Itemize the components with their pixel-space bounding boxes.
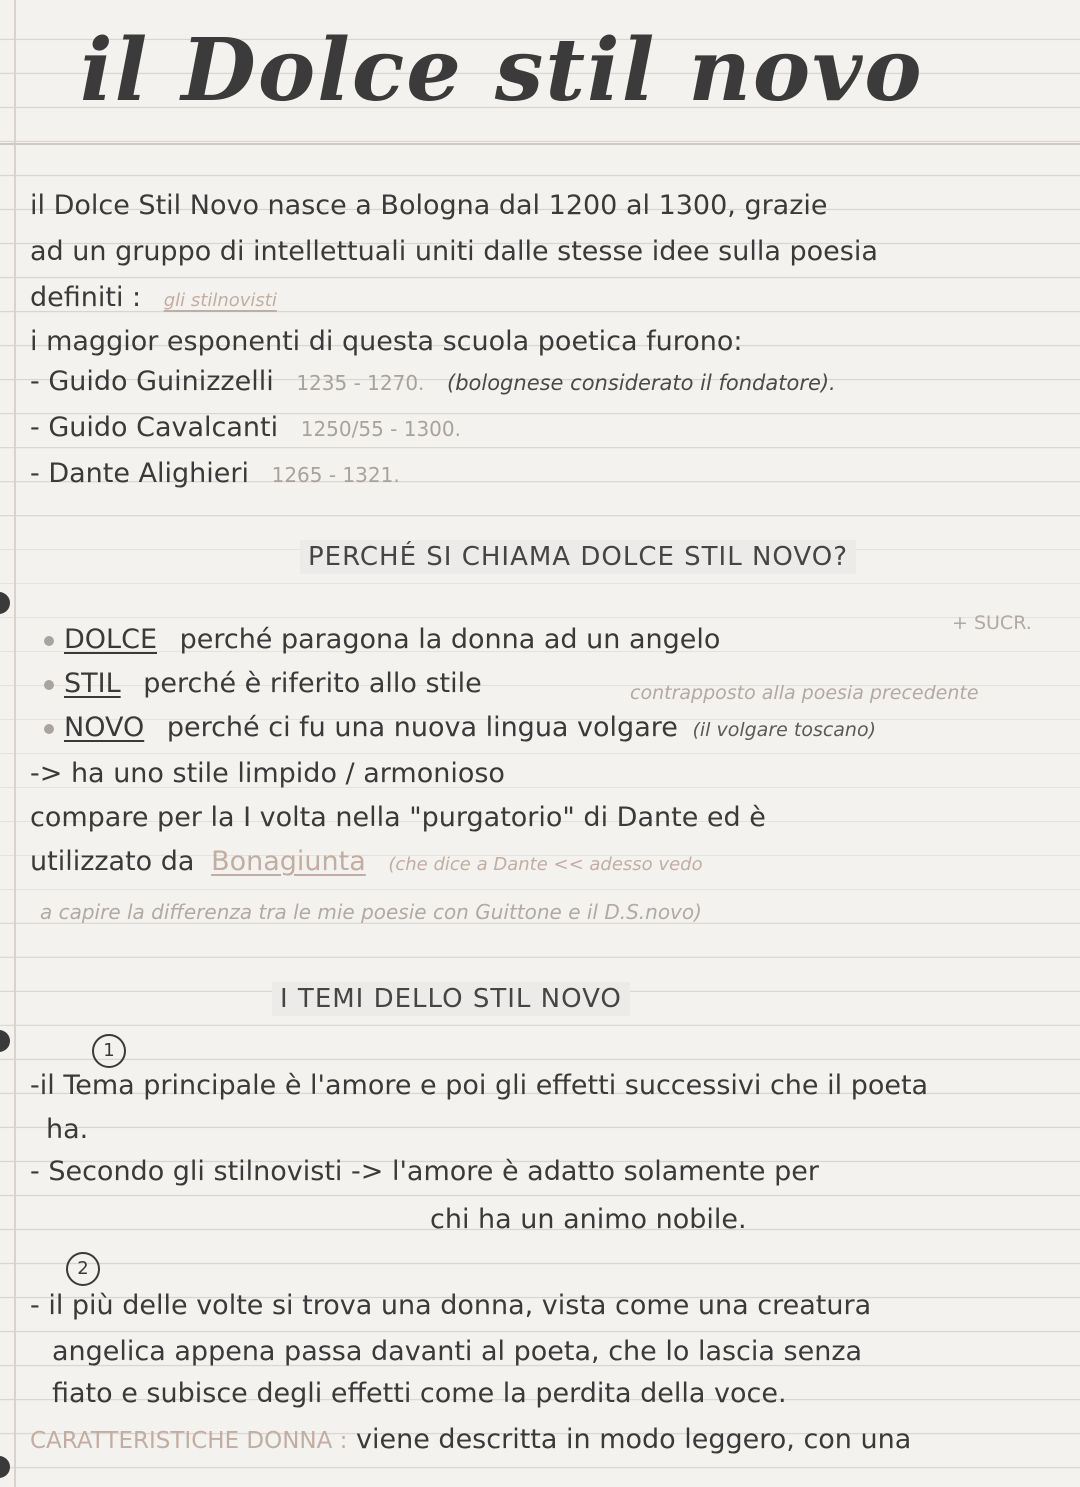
side-note: + SUCR. <box>952 612 1032 634</box>
poet-dates: 1250/55 - 1300. <box>300 417 461 441</box>
theme-line: - Secondo gli stilnovisti -> l'amore è adatto solamente per <box>30 1156 819 1187</box>
poet-name: - Dante Alighieri <box>30 458 249 489</box>
intro-note: gli stilnovisti <box>163 290 277 311</box>
definition-note: contrapposto alla poesia precedente <box>630 682 979 704</box>
theme-line: ha. <box>46 1114 89 1145</box>
poet-name: - Guido Cavalcanti <box>30 412 279 443</box>
intro-line-4: i maggior esponenti di questa scuola poetica furono: <box>30 326 743 357</box>
definition-item <box>44 668 482 699</box>
theme-number: 1 <box>92 1034 126 1068</box>
margin-line <box>14 0 16 1487</box>
definition-text: perché è riferito allo stile <box>143 668 482 699</box>
bonagiunta-note-continued: a capire la differenza tra le mie poesie con Guittone e il D.S.novo) <box>40 900 702 924</box>
theme-line: angelica appena passa davanti al poeta, che lo lascia senza <box>52 1336 863 1367</box>
intro-line-3 <box>30 282 277 313</box>
title-divider <box>0 143 1080 145</box>
definition-term: DOLCE <box>64 624 157 655</box>
purgatorio-line: compare per la I volta nella "purgatorio" di Dante ed è <box>30 802 766 833</box>
poet-name: - Guido Guinizzelli <box>30 366 274 397</box>
definition-term: NOVO <box>64 712 145 743</box>
bonagiunta-start: utilizzato da <box>30 846 195 877</box>
poet-row <box>30 458 400 489</box>
style-line: -> ha uno stile limpido / armonioso <box>30 758 505 789</box>
intro-line-2: ad un gruppo di intellettuali uniti dalle stesse idee sulla poesia <box>30 236 878 267</box>
bonagiunta-line <box>30 846 703 877</box>
definition-term: STIL <box>64 668 121 699</box>
definition-item <box>44 712 876 743</box>
theme-line: fiato e subisce degli effetti come la perdita della voce. <box>52 1378 787 1409</box>
binder-hole <box>0 1030 10 1052</box>
poet-dates: 1265 - 1321. <box>271 463 400 487</box>
bullet-icon <box>44 724 54 734</box>
theme-line <box>30 1424 911 1455</box>
section-heading: PERCHÉ SI CHIAMA DOLCE STIL NOVO? <box>300 540 856 574</box>
theme-line: - il più delle volte si trova una donna, vista come una creatura <box>30 1290 872 1321</box>
bonagiunta-note: (che dice a Dante << adesso vedo <box>388 854 703 875</box>
bullet-icon <box>44 636 54 646</box>
theme-number: 2 <box>66 1252 100 1286</box>
binder-hole <box>0 592 10 614</box>
definition-text: perché ci fu una nuova lingua volgare <box>166 712 678 743</box>
bonagiunta-name: Bonagiunta <box>211 846 366 877</box>
intro-label: definiti : <box>30 282 142 313</box>
intro-line-1: il Dolce Stil Novo nasce a Bologna dal 1200 al 1300, grazie <box>30 190 828 221</box>
definition-note: (il volgare toscano) <box>692 719 877 741</box>
characteristics-text: viene descritta in modo leggero, con una <box>356 1424 912 1455</box>
binder-hole <box>0 1456 10 1478</box>
theme-line: chi ha un animo nobile. <box>430 1204 747 1235</box>
definition-item <box>44 624 720 655</box>
poet-note: (bolognese considerato il fondatore). <box>447 371 836 395</box>
theme-line: -il Tema principale è l'amore e poi gli effetti successivi che il poeta <box>30 1070 929 1101</box>
poet-row <box>30 366 836 397</box>
poet-dates: 1235 - 1270. <box>296 371 425 395</box>
bullet-icon <box>44 680 54 690</box>
page-title: il Dolce stil novo <box>80 20 924 121</box>
poet-row <box>30 412 461 443</box>
definition-text: perché paragona la donna ad un angelo <box>179 624 721 655</box>
section-heading: I TEMI DELLO STIL NOVO <box>272 982 630 1016</box>
characteristics-label: CARATTERISTICHE DONNA : <box>30 1428 348 1454</box>
